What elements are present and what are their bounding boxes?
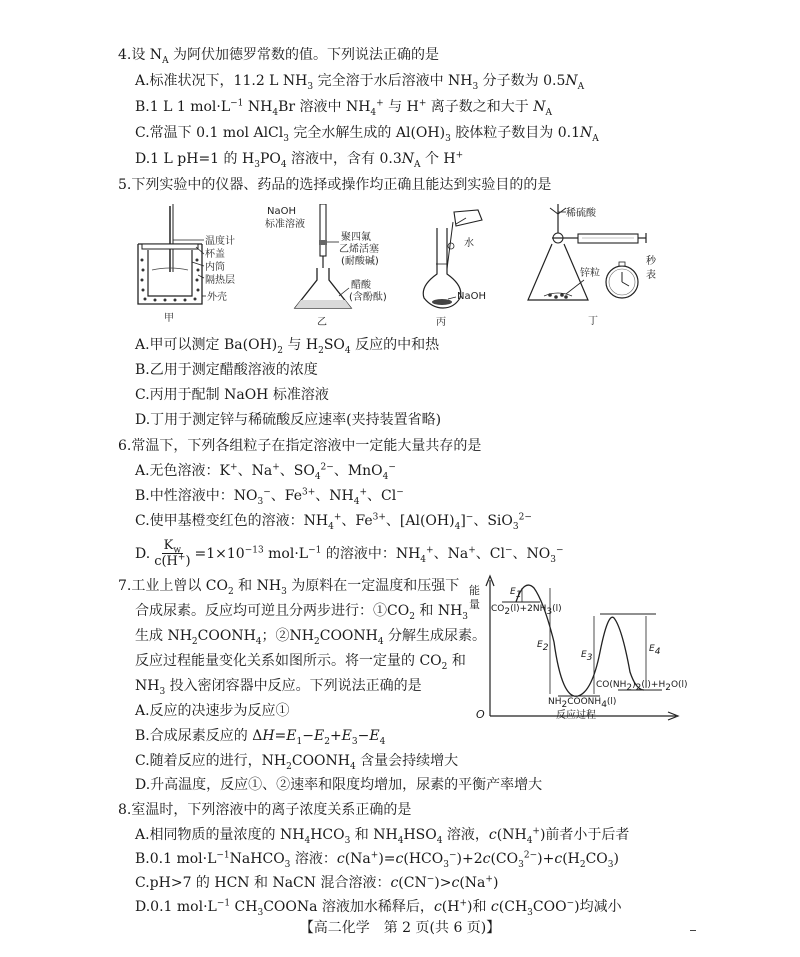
titration-label-acid-1: 醋酸 [351, 280, 371, 291]
q5-option-c: C.丙用于配制 NaOH 标准溶液 [135, 387, 329, 403]
q6-option-c: C.使甲基橙变红色的溶液：$NH_4^+$、$Fe^{3+}$、$[Al(OH)_4]^-$、SiO$_3^{2-}$ [135, 512, 532, 532]
titration-label-acid-2: (含酚酞) [349, 292, 387, 303]
q7-option-c: C.随着反应的进行，$NH_2COONH_4$ 含量会持续增大 [135, 753, 459, 772]
q7-stem-line-2: 合成尿素。反应均可逆且分两步进行：$①CO_2$ 和 $NH_3$ [135, 603, 469, 622]
calorimeter-label-shell: 外壳 [207, 292, 227, 303]
rate-caption: 丁 [588, 316, 598, 326]
q5-stem: 5.下列实验中的仪器、药品的选择或操作均正确且能达到实验目的的是 [118, 177, 552, 193]
titration-label-ptfe-3: (耐酸碱) [341, 256, 379, 267]
titration-label-ptfe-1: 聚四氟 [341, 232, 371, 243]
q6-option-d-text: $=1\times 10^{-13}$ $mol\cdot L^{-1}$ 的溶液中：$NH_4^+$、Na+、Cl−、$NO_3^-$ [194, 544, 564, 565]
page-mark [690, 930, 696, 931]
rate-label-stopwatch-2: 表 [646, 270, 656, 281]
energy-e4-label: $E_4$ [649, 644, 661, 657]
titration-figure [265, 204, 390, 328]
flask-caption: 丙 [436, 317, 446, 328]
q6-option-a: A.无色溶液：K+、Na+、$SO_4^{2-}$、MnO$_4$− [135, 462, 396, 482]
q7-option-a: A.反应的决速步为反应① [135, 703, 290, 719]
calorimeter-caption: 甲 [164, 313, 174, 324]
q4-option-d: D.1 L pH=1 的 $H_3PO_4$ 溶液中，含有 $0.3N_A$ 个 H+ [135, 150, 464, 170]
rate-label-zinc: 锌粒 [580, 268, 600, 279]
q7-stem-line-3: 生成 $NH_2COONH_4$；$②NH_2COONH_4$ 分解生成尿素。 [135, 628, 487, 647]
q6-fraction-denominator: c(H+) [154, 552, 191, 569]
q7-option-b: B.合成尿素反应的 $\Delta H=E_1-E_2+E_3-E_4$ [135, 728, 386, 747]
calorimeter-label-thermometer: 温度计 [205, 236, 235, 247]
energy-axis-label-1: 能 [469, 584, 480, 597]
energy-x-axis-label: 反应过程 [556, 710, 596, 721]
flask-label-water: 水 [464, 238, 474, 249]
calorimeter-label-insulation: 隔热层 [205, 275, 235, 286]
energy-origin: O [476, 708, 485, 721]
q4-option-c: C.常温下 0.1 mol AlCl$_3$ 完全水解生成的 $Al(OH)_3$ 胶体粒子数目为 $0.1N_A$ [135, 125, 599, 144]
q4-option-b: B.1 L 1 $mol\cdot L^{-1}$ $NH_4Br$ 溶液中 $NH_4^+$ 与 H+ 离子数之和大于 $N_A$ [135, 98, 553, 118]
energy-axis-label-2: 量 [469, 598, 480, 611]
energy-product-label: $CO(NH_2)_2(l)+H_2O(l)$ [596, 680, 688, 693]
q6-stem: 6.常温下，下列各组粒子在指定溶液中一定能大量共存的是 [118, 438, 482, 454]
q7-stem-line-4: 反应过程能量变化关系如图所示。将一定量的 $CO_2$ 和 [135, 653, 466, 672]
energy-e1-label: $E_1$ [510, 587, 522, 600]
q7-stem-line-5: $NH_3$ 投入密闭容器中反应。下列说法正确的是 [135, 678, 422, 697]
calorimeter-label-inner: 内筒 [205, 262, 225, 273]
q6-option-d [135, 538, 564, 569]
q8-stem: 8.室温时，下列溶液中的离子浓度关系正确的是 [118, 802, 412, 818]
energy-e3-label: $E_3$ [581, 650, 593, 663]
q4-stem: 4.设 $N_A$ 为阿伏加德罗常数的值。下列说法正确的是 [118, 47, 440, 66]
energy-reactant-label: $CO_2(l)+2NH_3(l)$ [491, 604, 562, 617]
titration-label-naoh: NaOH [267, 206, 296, 217]
q7-option-d: D.升高温度，反应①、②速率和限度均增加，尿素的平衡产率增大 [135, 777, 543, 793]
reaction-rate-figure [522, 200, 672, 326]
q5-option-d: D.丁用于测定锌与稀硫酸反应速率(夹持装置省略) [135, 412, 442, 428]
energy-diagram [466, 572, 688, 724]
q6-option-b: B.中性溶液中：$NO_3^-$、$Fe^{3+}$、$NH_4^+$、Cl− [135, 487, 404, 507]
volumetric-flask-figure [420, 204, 500, 328]
energy-e2-label: $E_2$ [537, 640, 549, 653]
q8-option-b: B.0.1 $mol\cdot L^{-1}NaHCO_3$ 溶液：$c(Na^+)=c(HCO_3^-)+2c(CO_3^{2-})+c(H_2CO_3)$ [135, 850, 619, 870]
titration-label-ptfe-2: 乙烯活塞 [339, 244, 379, 255]
calorimeter-figure [130, 200, 250, 324]
q4-option-a: A.标准状况下，11.2 L $NH_3$ 完全溶于水后溶液中 $NH_3$ 分子数为 $0.5N_A$ [135, 73, 585, 92]
q8-option-c: C.pH>7 的 HCN 和 NaCN 混合溶液：c(CN−)>c(Na+) [135, 874, 499, 891]
q8-option-a: A.相同物质的量浓度的 $NH_4HCO_3$ 和 $NH_4HSO_4$ 溶液，$c(NH_4^+)$前者小于后者 [135, 826, 630, 846]
q6-option-d-prefix: D. [135, 545, 151, 562]
rate-label-acid: 稀硫酸 [566, 208, 596, 219]
calorimeter-label-lid: 杯盖 [205, 249, 225, 260]
rate-label-stopwatch-1: 秒 [646, 256, 656, 267]
flask-label-naoh: NaOH [457, 291, 486, 302]
page-footer: 【高二化学 第 2 页(共 6 页)】 [299, 920, 501, 936]
titration-label-standard: 标准溶液 [265, 219, 305, 230]
q6-fraction-numerator: $K_w$ [163, 538, 182, 556]
q7-stem-line-1: 7.工业上曾以 $CO_2$ 和 $NH_3$ 为原料在一定温度和压强下 [118, 578, 460, 597]
q8-option-d: D.0.1 $mol\cdot L^{-1}$ $CH_3COONa$ 溶液加水稀释后，c(H+)和 $c(CH_3COO^-)$均减小 [135, 898, 622, 918]
q5-option-a: A.甲可以测定 $Ba(OH)_2$ 与 $H_2SO_4$ 反应的中和热 [135, 337, 440, 356]
energy-intermediate-label: $NH_2COONH_4(l)$ [548, 697, 617, 710]
titration-caption: 乙 [317, 317, 327, 328]
q5-option-b: B.乙用于测定醋酸溶液的浓度 [135, 362, 318, 378]
